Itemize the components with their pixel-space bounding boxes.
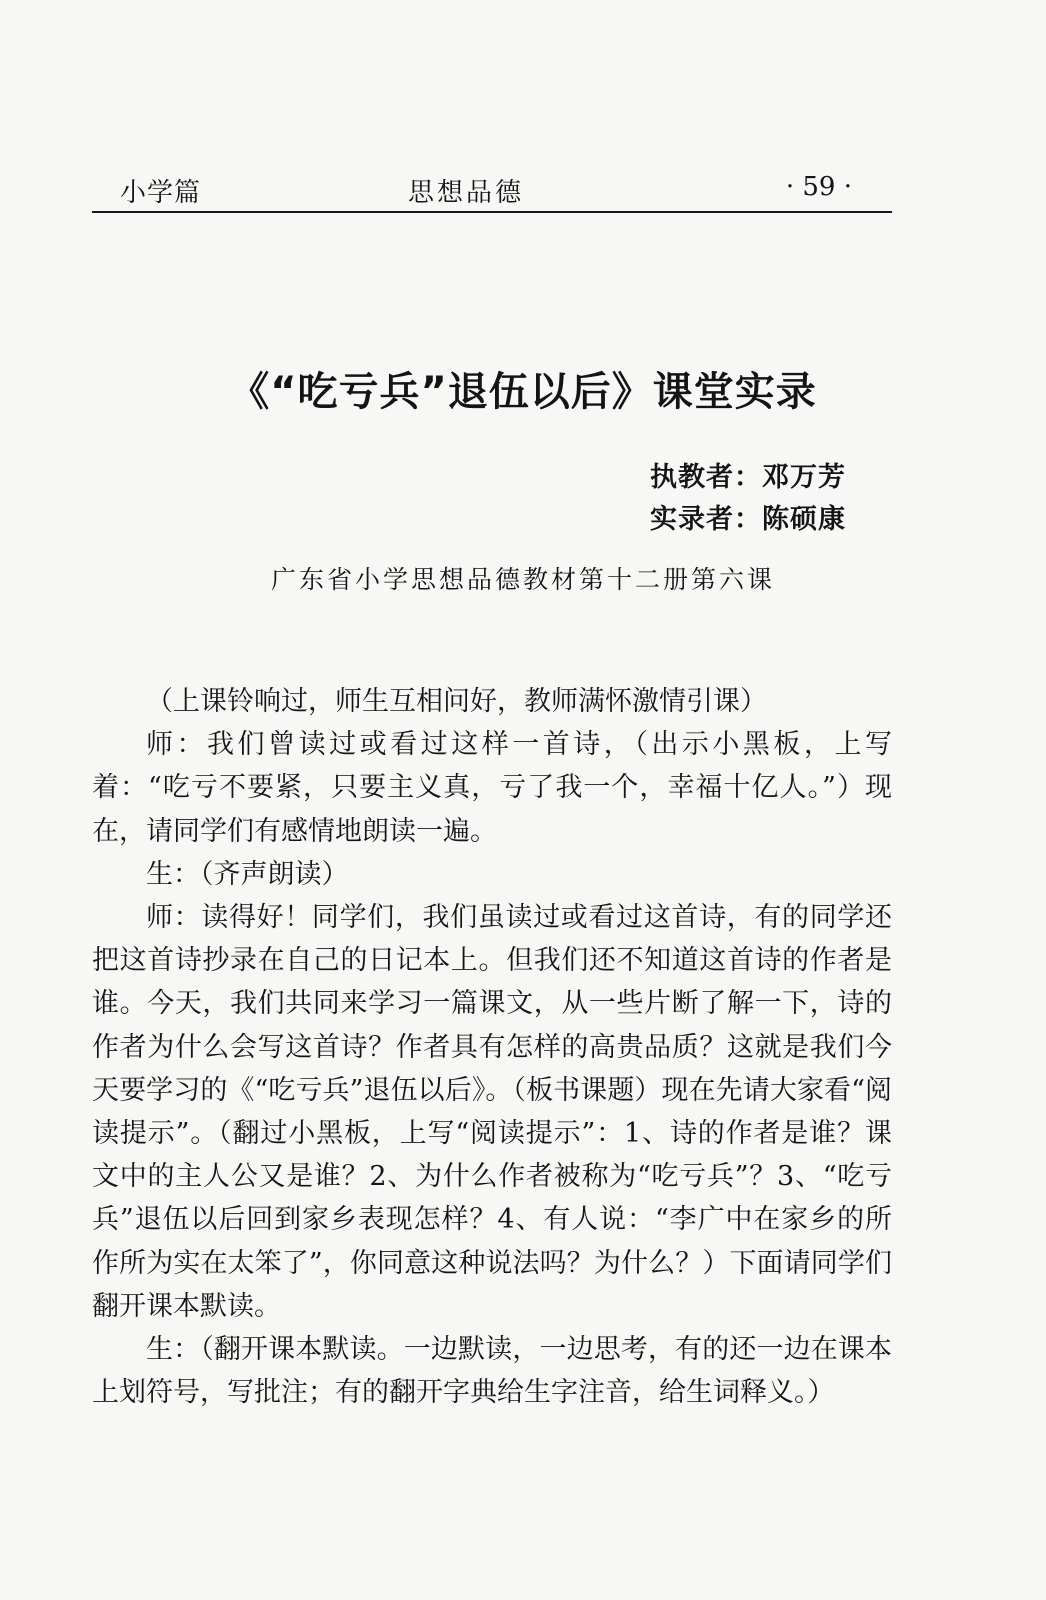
byline-teacher: 执教者：邓万芳 <box>650 462 846 493</box>
paragraph: 师：读得好！同学们，我们虽读过或看过这首诗，有的同学还把这首诗抄录在自己的日记本上。但我们还不知道这首诗的作者是谁。今天，我们共同来学习一篇课文，从一些片断了解一下，诗的作者为什么会写这首诗？作者具有怎样的高贵品质？这就是我们今天要学习的《“吃亏兵”退伍以后》。（板书课题）现在先请大家看“阅读提示”。（翻过小黑板，上写“阅读提示”：1、诗的作者是谁？课文中的主人公又是谁？2、为什么作者被称为“吃亏兵”？3、“吃亏兵”退伍以后回到家乡表现怎样？4、有人说：“李广中在家乡的所作所为实在太笨了”，你同意这种说法吗？为什么？）下面请同学们翻开课本默读。 <box>92 902 892 1322</box>
page-number: · 59 · <box>785 172 852 202</box>
header-rule <box>92 211 892 213</box>
article-body <box>92 680 892 1414</box>
paragraph: （上课铃响过，师生互相问好，教师满怀激情引课） <box>146 686 767 717</box>
article-title: 《“吃亏兵”退伍以后》课堂实录 <box>229 369 817 415</box>
running-head <box>92 168 892 212</box>
paragraph: 师：我们曾读过或看过这样一首诗，（出示小黑板，上写着：“吃亏不要紧，只要主义真，亏了我一个，幸福十亿人。”）现在，请同学们有感情地朗读一遍。 <box>92 729 892 847</box>
lesson-source: 广东省小学思想品德教材第十二册第六课 <box>270 565 775 594</box>
paragraph: 生：（翻开课本默读。一边默读，一边思考，有的还一边在课本上划符号，写批注；有的翻开字典给生字注音，给生词释义。） <box>92 1334 892 1409</box>
subject-label: 思想品德 <box>408 178 525 208</box>
paragraph: 生：（齐声朗读） <box>146 858 349 890</box>
section-label: 小学篇 <box>120 178 202 208</box>
byline-recorder: 实录者：陈硕康 <box>650 504 846 535</box>
